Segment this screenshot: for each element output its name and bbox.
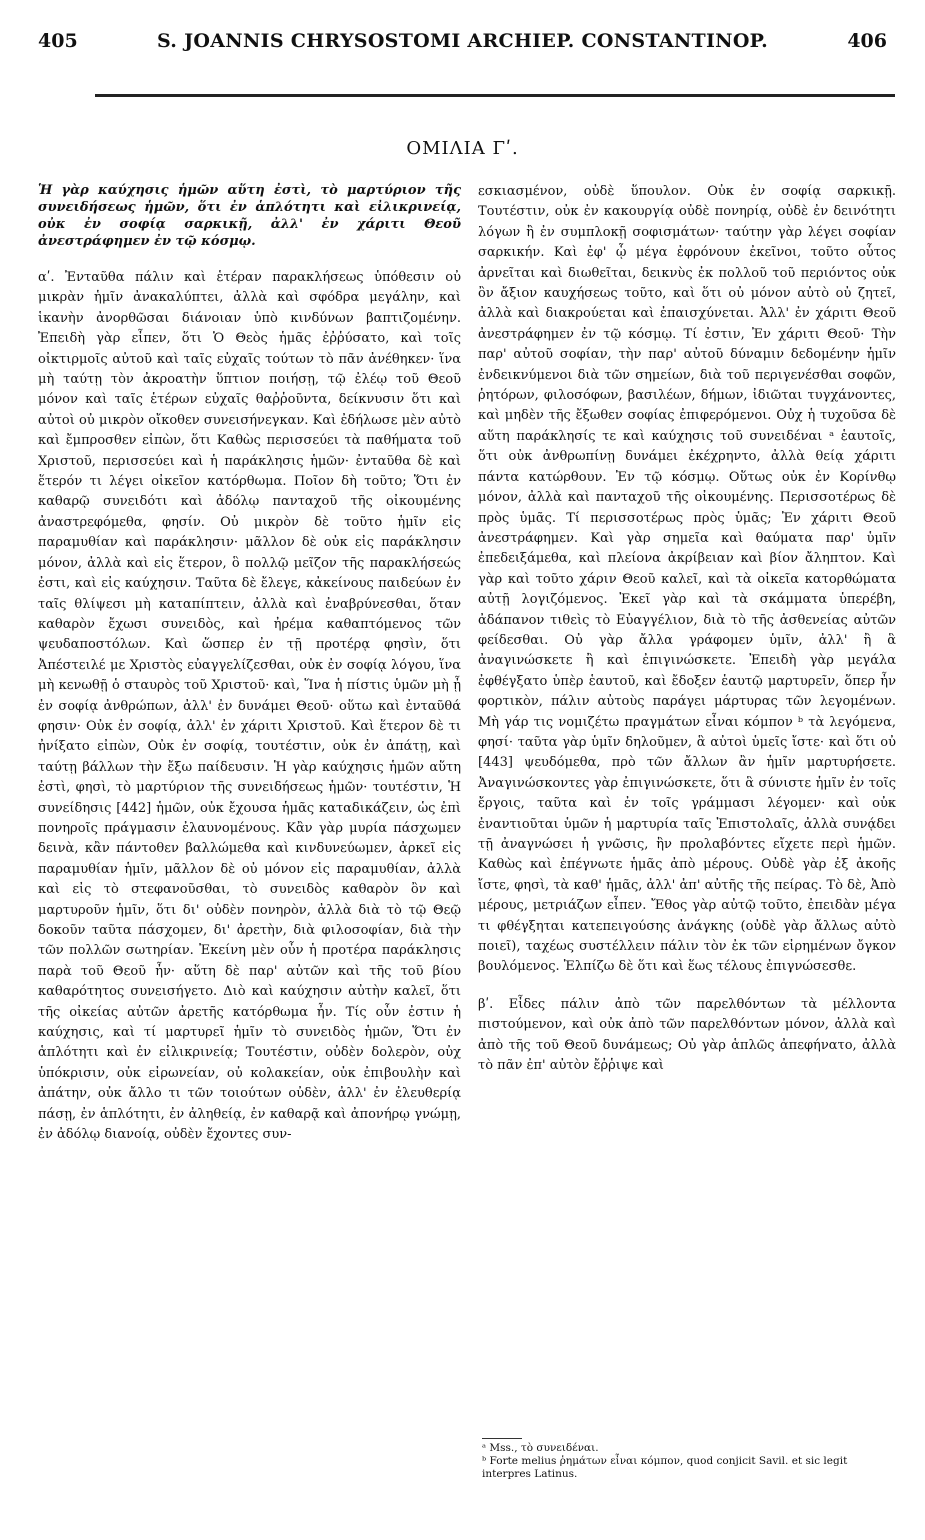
page-number-right: 406 (847, 30, 887, 52)
paragraph: βʹ. Εἶδες πάλιν ἀπὸ τῶν παρελθόντων τὰ μέλλοντα πιστούμενον, καὶ οὐκ ἀπὸ τῶν παρελθόντων μόνον, ἀλλὰ καὶ ἀπὸ τῆς τοῦ Θεοῦ δυνάμεως; Οὐ γὰρ ἁπλῶς ἀπεφήνατο, ἀλλὰ τὸ πᾶν ἐπ' αὐτὸν ἔῤῥιψε καὶ (478, 996, 896, 1074)
left-column (38, 182, 461, 1145)
footnote-separator (482, 1438, 522, 1439)
section-gap (478, 978, 896, 995)
footnote-b: ᵇ Forte melius ῥημάτων εἶναι κόμπον, quod conjicit Savil. et sic legit interpres Latinus. (482, 1455, 848, 1480)
right-column (478, 182, 896, 1076)
paragraph: εσκιασμένον, οὐδὲ ὕπουλον. Οὐκ ἐν σοφίᾳ σαρκικῇ. Τουτέστιν, οὐκ ἐν κακουργίᾳ οὐδὲ πονηρίᾳ, οὐδὲ ἐν δεινότητι λόγων ἢ ἐν συμπλοκῇ σοφισμάτων· ταύτην γὰρ λέγει σοφίαν σαρκικήν. Καὶ ἐφ' ᾧ μέγα ἐφρόνουν ἐκεῖνοι, τοῦτο οὗτος ἀρνεῖται καὶ διωθεῖται, δεικνὺς ἐκ πολλοῦ τοῦ περιόντος οὐκ ὂν ἄξιον καυχήσεως τοῦτο, καὶ ὅτι οὐ μόνον αὐτὸ οὐ ζητεῖ, ἀλλὰ καὶ διακρούεται καὶ ἐπαισχύνεται. Ἀλλ' ἐν χάριτι Θεοῦ ἀνεστράφημεν ἐν τῷ κόσμῳ. Τί ἐστιν, Ἐν χάριτι Θεοῦ· Τὴν παρ' αὐτοῦ σοφίαν, τὴν παρ' αὐτοῦ δύναμιν δεδομένην ἡμῖν ἐνδεικνύμενοι διὰ τῶν σημείων, διὰ τοῦ περιγενέσθαι σοφῶν, ῥητόρων, φιλοσόφων, βασιλέων, δήμων, ἰδιῶται τυγχάνοντες, καὶ μηδὲν τῆς ἔξωθεν σοφίας ἐπιφερόμενοι. Οὐχ ἡ τυχοῦσα δὲ αὕτη παράκλησίς τε καὶ καύχησις τοῦ συνειδέναι ᵃ ἑαυτοῖς, ὅτι οὐκ ἀνθρωπίνῃ δυνάμει ἐκέχρηντο, ἀλλὰ θείᾳ χάριτι πάντα κατώρθουν. Ἐν τῷ κόσμῳ. Οὕτως οὐκ ἐν Κορίνθῳ μόνον, ἀλλὰ καὶ πανταχοῦ τῆς οἰκουμένης. Περισσοτέρως δὲ πρὸς ὑμᾶς. Τί περισσοτέρως πρὸς ὑμᾶς; Ἐν χάριτι Θεοῦ ἀνεστράφημεν. Καὶ γὰρ σημεῖα καὶ θαύματα παρ' ὑμῖν ἐπεδειξάμεθα, καὶ πλείονα ἀκρίβειαν καὶ βίον ἄληπτον. Καὶ γὰρ καὶ τοῦτο χάριν Θεοῦ καλεῖ, καὶ τὰ οἰκεῖα κατορθώματα αὐτῇ λογιζόμενος. Ἐκεῖ γὰρ καὶ τὰ σκάμματα ὑπερέβη, ἀδάπανον τιθεὶς τὸ Εὐαγγέλιον, διὰ τὸ τῆς ἀσθενείας αὐτῶν φείδεσθαι. Οὐ γὰρ ἄλλα γράφομεν ὑμῖν, ἀλλ' ἢ ἃ ἀναγινώσκετε ἢ καὶ ἐπιγινώσκετε. Ἐπειδὴ γὰρ μεγάλα ἐφθέγξατο ὑπὲρ ἑαυτοῦ, καὶ ἔδοξεν ἑαυτῷ μαρτυρεῖν, ὅπερ ἦν φορτικὸν, πάλιν αὐτοὺς παράγει μάρτυρας τῶν λεγομένων. Μὴ γάρ τις νομιζέτω πραγμάτων εἶναι κόμπον ᵇ τὰ λεγόμενα, φησί· ταῦτα γὰρ ὑμῖν δηλοῦμεν, ἃ αὐτοὶ ὑμεῖς ἴστε· καὶ ὅτι οὐ [443] ψευδόμεθα, πρὸ τῶν ἄλλων ἂν ἡμῖν μαρτυρήσετε. Ἀναγινώσκοντες γὰρ ἐπιγινώσκετε, ὅτι ἃ σύνιστε ἡμῖν ἐν τοῖς ἔργοις, ταῦτα καὶ ἐν τοῖς γράμμασι λέγομεν· καὶ οὐκ ἐναντιοῦται ὑμῶν ἡ μαρτυρία ταῖς Ἐπιστολαῖς, ἀλλὰ συνᾴδει τῇ ἀναγνώσει ἡ γνῶσις, ἣν προλαβόντες εἴχετε περὶ ἡμῶν. Καθὼς καὶ ἐπέγνωτε ἡμᾶς ἀπὸ μέρους. Οὐδὲ γὰρ ἐξ ἀκοῆς ἴστε, φησὶ, τὰ καθ' ἡμᾶς, ἀλλ' ἀπ' αὐτῆς τῆς πείρας. Τὸ δὲ, Ἀπὸ μέρους, μετριάζων εἶπεν. Ἔθος γὰρ αὐτῷ τοῦτο, ἐπειδὰν μέγα τι φθέγξηται κατεπειγούσης ἀνάγκης (οὐδὲ γὰρ ἄλλως αὐτὸ ποιεῖ), ταχέως συστέλλειν πάλιν τὸν ἐκ τῶν εἰρημένων ὄγκον βουλόμενος. Ἐλπίζω δὲ ὅτι καὶ ἕως τέλους ἐπιγνώσεσθε. (478, 184, 896, 975)
homily-title: ΟΜΙΛΙΑ Γʹ. (406, 138, 519, 159)
running-title: S. JOANNIS CHRYSOSTOMI ARCHIEP. CONSTANTINOP. (156, 30, 769, 52)
footnotes (482, 1438, 896, 1481)
header-rule (95, 94, 895, 97)
footnote-a: ᵃ Mss., τὸ συνειδέναι. (482, 1442, 599, 1454)
running-header (0, 30, 925, 60)
paragraph: αʹ. Ἐνταῦθα πάλιν καὶ ἑτέραν παρακλήσεως ὑπόθεσιν οὐ μικρὰν ἡμῖν ἀνακαλύπτει, ἀλλὰ καὶ σφόδρα μεγάλην, καὶ ἱκανὴν ἀνορθῶσαι διάνοιαν ὑπὸ κινδύνων βαπτιζομένην. Ἐπειδὴ γὰρ εἶπεν, ὅτι Ὁ Θεὸς ἡμᾶς ἐῤῥύσατο, καὶ τοῖς οἰκτιρμοῖς αὐτοῦ καὶ ταῖς εὐχαῖς τούτων τὸ πᾶν ἀνέθηκεν· ἵνα μὴ ταύτῃ τὸν ἀκροατὴν ὕπτιον ποιήσῃ, τῷ ἐλέῳ τοῦ Θεοῦ μόνον καὶ ταῖς ἑτέρων εὐχαῖς θαῤῥοῦντα, δείκνυσιν ὅτι καὶ αὐτοὶ οὐ μικρὸν οἴκοθεν συνεισήνεγκαν. Καὶ ἐδήλωσε μὲν αὐτὸ καὶ ἔμπροσθεν εἰπὼν, ὅτι Καθὼς περισσεύει τὰ παθήματα τοῦ Χριστοῦ, περισσεύει καὶ ἡ παράκλησις ἡμῶν· ἐνταῦθα δὲ καὶ ἕτερόν τι λέγει οἰκεῖον κατόρθωμα. Ποῖον δὴ τοῦτο; Ὅτι ἐν καθαρῷ συνειδότι καὶ ἀδόλῳ πανταχοῦ τῆς οἰκουμένης ἀναστρεφόμεθα, φησίν. Οὐ μικρὸν δὲ τοῦτο ἡμῖν εἰς παραμυθίαν καὶ παράκλησιν· μᾶλλον δὲ οὐκ εἰς παράκλησιν μόνον, ἀλλὰ καὶ εἰς ἕτερον, ὃ πολλῷ μεῖζον τῆς παρακλήσεώς ἐστι, καὶ εἰς καύχησιν. Ταῦτα δὲ ἔλεγε, κἀκείνους παιδεύων ἐν ταῖς θλίψεσι μὴ καταπίπτειν, ἀλλὰ καὶ ἐναβρύνεσθαι, ὅταν καθαρὸν ἔχωσι συνειδὸς, καὶ ἠρέμα καθαπτόμενος τῶν ψευδαποστόλων. Καὶ ὥσπερ ἐν τῇ προτέρᾳ φησὶν, ὅτι Ἀπέστειλέ με Χριστὸς εὐαγγελίζεσθαι, οὐκ ἐν σοφίᾳ λόγου, ἵνα μὴ κενωθῇ ὁ σταυρὸς τοῦ Χριστοῦ· καὶ, Ἵνα ἡ πίστις ὑμῶν μὴ ᾖ ἐν σοφίᾳ ἀνθρώπων, ἀλλ' ἐν δυνάμει Θεοῦ· οὕτω καὶ ἐνταῦθά φησιν· Οὐκ ἐν σοφίᾳ, ἀλλ' ἐν χάριτι Χριστοῦ. Καὶ ἕτερον δὲ τι ἠνίξατο εἰπὼν, Οὐκ ἐν σοφίᾳ, τουτέστιν, οὐκ ἐν ἀπάτῃ, καὶ ταύτῃ βάλλων τὴν ἔξω παίδευσιν. Ἡ γὰρ καύχησις ἡμῶν αὕτη ἐστὶ, φησὶ, τὸ μαρτύριον τῆς συνειδήσεως ἡμῶν· τουτέστιν, Ἡ συνείδησις [442] ἡμῶν, οὐκ ἔχουσα ἡμᾶς καταδικάζειν, ὡς ἐπὶ πονηροῖς πράγμασιν ἐλαυνομένους. Κἂν γὰρ μυρία πάσχωμεν δεινὰ, κἂν πάντοθεν βαλλώμεθα καὶ κινδυνεύωμεν, ἀρκεῖ εἰς παραμυθίαν ἡμῖν, μᾶλλον δὲ οὐ μόνον εἰς παραμυθίαν, ἀλλὰ καὶ εἰς τὸ στεφανοῦσθαι, τὸ συνειδὸς καθαρὸν ὂν καὶ μαρτυροῦν ἡμῖν, ὅτι δι' οὐδὲν πονηρὸν, ἀλλὰ διὰ τὸ τῷ Θεῷ δοκοῦν ταῦτα πάσχομεν, δι' ἀρετὴν, διὰ φιλοσοφίαν, διὰ τὴν τῶν πολλῶν σωτηρίαν. Ἐκείνη μὲν οὖν ἡ προτέρα παράκλησις παρὰ τοῦ Θεοῦ ἦν· αὕτη δὲ παρ' αὐτῶν καὶ τῆς τοῦ βίου καθαρότητος συνεισήγετο. Διὸ καὶ καύχησιν αὐτὴν καλεῖ, ὅτι τῆς οἰκείας αὐτῶν ἀρετῆς κατόρθωμα ἦν. Τίς οὖν ἐστιν ἡ καύχησις, καὶ τί μαρτυρεῖ ἡμῖν τὸ συνειδὸς ἡμῶν, Ὅτι ἐν ἁπλότητι καὶ ἐν εἰλικρινείᾳ; Τουτέστιν, οὐδὲν δολερὸν, οὐχ ὑπόκρισιν, οὐκ εἰρωνείαν, οὐ κολακείαν, οὐκ ἐπιβουλὴν καὶ ἀπάτην, οὐκ ἄλλο τι τῶν τοιούτων οὐδὲν, ἀλλ' ἐν ἐλευθερίᾳ πάσῃ, ἐν ἁπλότητι, ἐν ἀληθείᾳ, ἐν καθαρᾷ καὶ ἀπονήρῳ γνώμῃ, ἐν ἀδόλῳ διανοίᾳ, οὐδὲν ἔχοντες συν- (38, 270, 461, 1143)
page-number-left: 405 (38, 30, 78, 52)
epigraph: Ἡ γὰρ καύχησις ἡμῶν αὕτη ἐστὶ, τὸ μαρτύριον τῆς συνειδήσεως ἡμῶν, ὅτι ἐν ἁπλότητι καὶ εἰλικρινείᾳ, οὐκ ἐν σοφίᾳ σαρκικῇ, ἀλλ' ἐν χάριτι Θεοῦ ἀνεστράφημεν ἐν τῷ κόσμῳ. (38, 183, 461, 249)
